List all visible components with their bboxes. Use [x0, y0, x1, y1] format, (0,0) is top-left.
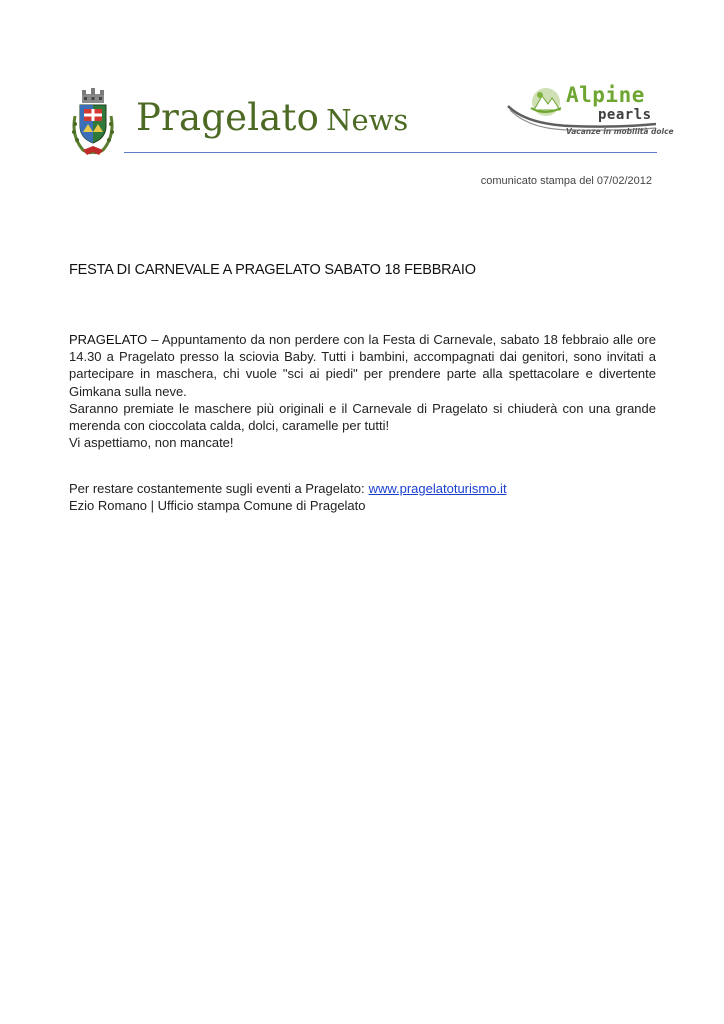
header-divider [124, 152, 657, 153]
paragraph-1-text: Appuntamento da non perdere con la Festa di Carnevale, sabato 18 febbraio alle ore 14.30 a Pragelato presso la sciovia Baby. Tutti i bambini, accompagnati dai genitori, sono invitati a partecipare in maschera, chi vuole "sci ai piedi" per prendere parte alla spettacolare e divertente Gimkana sulla neve. [69, 332, 656, 399]
article-body [69, 331, 656, 451]
logo-name-bottom: pearls [598, 107, 652, 123]
brand-title [136, 96, 409, 139]
paragraph-1 [69, 331, 656, 400]
lead-label: PRAGELATO – [69, 332, 159, 347]
press-release-date: comunicato stampa del 07/02/2012 [480, 175, 652, 187]
coat-of-arms-icon [69, 86, 117, 158]
article-headline: FESTA DI CARNEVALE A PRAGELATO SABATO 18 FEBBRAIO [69, 262, 476, 278]
paragraph-2: Saranno premiate le maschere più originali e il Carnevale di Pragelato si chiuderà con una grande merenda con cioccolata calda, dolci, caramelle per tutti! [69, 400, 656, 434]
brand-secondary: News [326, 103, 409, 137]
paragraph-3: Vi aspettiamo, non mancate! [69, 435, 234, 451]
footer-info [69, 480, 507, 514]
website-link[interactable]: www.pragelatoturismo.it [368, 481, 507, 496]
footer-info-text: Per restare costantemente sugli eventi a Pragelato: [69, 481, 365, 496]
brand-main: Pragelato [136, 96, 320, 139]
logo-name-top: Alpine [566, 83, 645, 107]
logo-tagline: Vacanze in mobilità dolce [566, 127, 674, 136]
footer-signature: Ezio Romano | Ufficio stampa Comune di Pragelato [69, 498, 366, 514]
footer-info-line [69, 480, 507, 497]
